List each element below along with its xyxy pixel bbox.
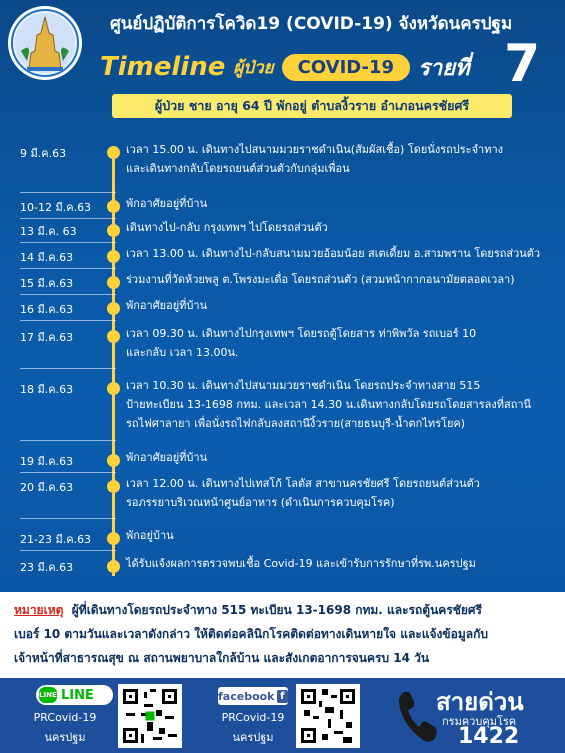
timeline-description: เวลา 15.00 น. เดินทางไปสนามมวยราชดำเนิน(สัมผัสเชื้อ) โดยนั่งรถประจำทาง และเดินทางกลับโดยรถยนต์ส่วนตัวกับกลุ่มเพื่อน <box>126 143 504 175</box>
timeline-dot <box>107 146 120 159</box>
timeline <box>0 130 565 590</box>
line-label: LINE <box>61 687 94 703</box>
timeline-dot <box>107 224 120 237</box>
timeline-separator <box>20 472 116 473</box>
timeline-separator <box>20 192 116 193</box>
timeline-date: 10-12 มี.ค.63 <box>20 201 92 214</box>
hotline-number[interactable]: 1422 <box>458 724 520 749</box>
timeline-dot <box>107 560 120 573</box>
timeline-dot <box>107 480 120 493</box>
province-logo-icon <box>8 6 82 80</box>
facebook-badge[interactable] <box>218 687 288 705</box>
note-line: เจ้าหน้าที่สาธารณสุข ณ สถานพยาบาลใกล้บ้าน และสังเกตอาการจนครบ 14 วัน <box>14 651 430 665</box>
timeline-separator <box>20 218 116 219</box>
timeline-dot <box>107 330 120 343</box>
timeline-date: 9 มี.ค.63 <box>20 147 67 160</box>
timeline-description: เวลา 13.00 น. เดินทางไป-กลับสนามมวยอ้อมน้อย สเตเดี้ยม อ.สามพราน โดยรถส่วนตัว <box>126 247 541 260</box>
phone-icon <box>395 686 441 746</box>
timeline-description: เวลา 12.00 น. เดินทางไปเทสโก้ โลตัส สาขานครชัยศรี โดยรถยนต์ส่วนตัว รอภรรยาบริเวณหน้าศูนย์อาหาร (ดำเนินการควบคุมโรค) <box>126 477 480 509</box>
timeline-separator <box>20 268 116 269</box>
timeline-separator <box>20 368 116 369</box>
line-badge[interactable] <box>36 685 113 705</box>
header-title: ศูนย์ปฏิบัติการโควิด19 (COVID-19) จังหวัดนครปฐม <box>110 14 513 34</box>
timeline-dot <box>107 382 120 395</box>
timeline-dot <box>107 454 120 467</box>
timeline-description: เวลา 09.30 น. เดินทางไปกรุงเทพฯ โดยรถตู้โดยสาร ท่าพิพวัล รถเบอร์ 10 และกลับ เวลา 13.00น. <box>126 327 477 359</box>
note-text <box>14 598 554 670</box>
timeline-date: 19 มี.ค.63 <box>20 455 74 468</box>
timeline-description: เวลา 10.30 น. เดินทางไปสนามมวยราชดำเนิน โดยรถประจำทางสาย 515 ป้ายทะเบียน 13-1698 กทม. และเวลา 14.30 น.เดินทางกลับโดยรถโดยสารลงที่สถานี รถไฟศาลายา เพื่อนั่งรถไฟกลับลงสถานีงิ้วราย(สายธนบุรี-น้ำตกไทรโยค) <box>126 379 532 430</box>
timeline-description: พักอาศัยอยู่ที่บ้าน <box>126 197 208 210</box>
timeline-date: 17 มี.ค.63 <box>20 331 74 344</box>
hotline-subtitle: กรมควบคุมโรค <box>442 715 517 728</box>
timeline-date: 15 มี.ค.63 <box>20 277 74 290</box>
timeline-separator <box>20 242 116 243</box>
line-icon: LINE <box>39 687 57 703</box>
timeline-date: 23 มี.ค.63 <box>20 561 74 574</box>
timeline-heading <box>100 50 470 84</box>
timeline-description: พักอาศัยอยู่ที่บ้าน <box>126 299 208 312</box>
timeline-date: 16 มี.ค.63 <box>20 303 74 316</box>
hotline-title: สายด่วน <box>436 688 524 716</box>
timeline-date: 13 มี.ค. 63 <box>20 225 77 238</box>
timeline-date: 14 มี.ค.63 <box>20 251 74 264</box>
timeline-description: ร่วมงานที่วัดห้วยพลู ต.โพรงมะเดื่อ โดยรถส่วนตัว (สวมหน้ากากอนามัยตลอดเวลา) <box>126 273 515 286</box>
note-line: เบอร์ 10 ตามวันและเวลาดังกล่าว ให้ติดต่อคลินิกโรคติดต่อทางเดินหายใจ และแจ้งข้อมูลกับ <box>14 627 488 641</box>
line-account: PRCovid-19 นครปฐม <box>33 711 97 744</box>
timeline-description: เดินทางไป-กลับ กรุงเทพฯ ไปโดยรถส่วนตัว <box>126 221 328 234</box>
timeline-description: พักอยู่บ้าน <box>126 529 174 542</box>
case-number: 7 <box>504 34 541 94</box>
timeline-separator <box>20 550 116 551</box>
timeline-description: ได้รับแจ้งผลการตรวจพบเชื้อ Covid-19 และเข้ารับการรักษาที่รพ.นครปฐม <box>126 557 476 570</box>
timeline-dot <box>107 532 120 545</box>
line-qr-code-icon[interactable] <box>118 684 182 748</box>
patient-subtitle: ผู้ป่วย ชาย อายุ 64 ปี พักอยู่ ตำบลงิ้วราย อำเภอนครชัยศรี <box>112 94 512 118</box>
timeline-date: 21-23 มี.ค.63 <box>20 533 92 546</box>
timeline-description: พักอาศัยอยู่ที่บ้าน <box>126 451 208 464</box>
timeline-dot <box>107 200 120 213</box>
covid-pill: COVID-19 <box>282 54 410 81</box>
timeline-date: 20 มี.ค.63 <box>20 481 74 494</box>
facebook-icon: f <box>277 690 289 703</box>
note-label: หมายเหตุ <box>14 603 64 617</box>
timeline-separator <box>20 518 116 519</box>
footer <box>0 678 565 753</box>
timeline-separator <box>20 440 116 441</box>
timeline-date: 18 มี.ค.63 <box>20 383 74 396</box>
note-box <box>0 592 565 678</box>
timeline-dot <box>107 276 120 289</box>
facebook-account: PRCovid-19 นครปฐม <box>221 711 285 744</box>
timeline-dot <box>107 302 120 315</box>
timeline-word: Timeline <box>100 52 226 82</box>
facebook-label: facebook <box>218 689 275 703</box>
timeline-dot <box>107 250 120 263</box>
note-line: ผู้ที่เดินทางโดยรถประจำทาง 515 ทะเบียน 13-1698 กทม. และรถตู้นครชัยศรี <box>71 603 482 617</box>
case-label: รายที่ <box>418 55 470 81</box>
patient-word: ผู้ป่วย <box>233 57 274 78</box>
timeline-separator <box>20 294 116 295</box>
timeline-separator <box>20 320 116 321</box>
facebook-qr-code-icon[interactable] <box>296 684 360 748</box>
